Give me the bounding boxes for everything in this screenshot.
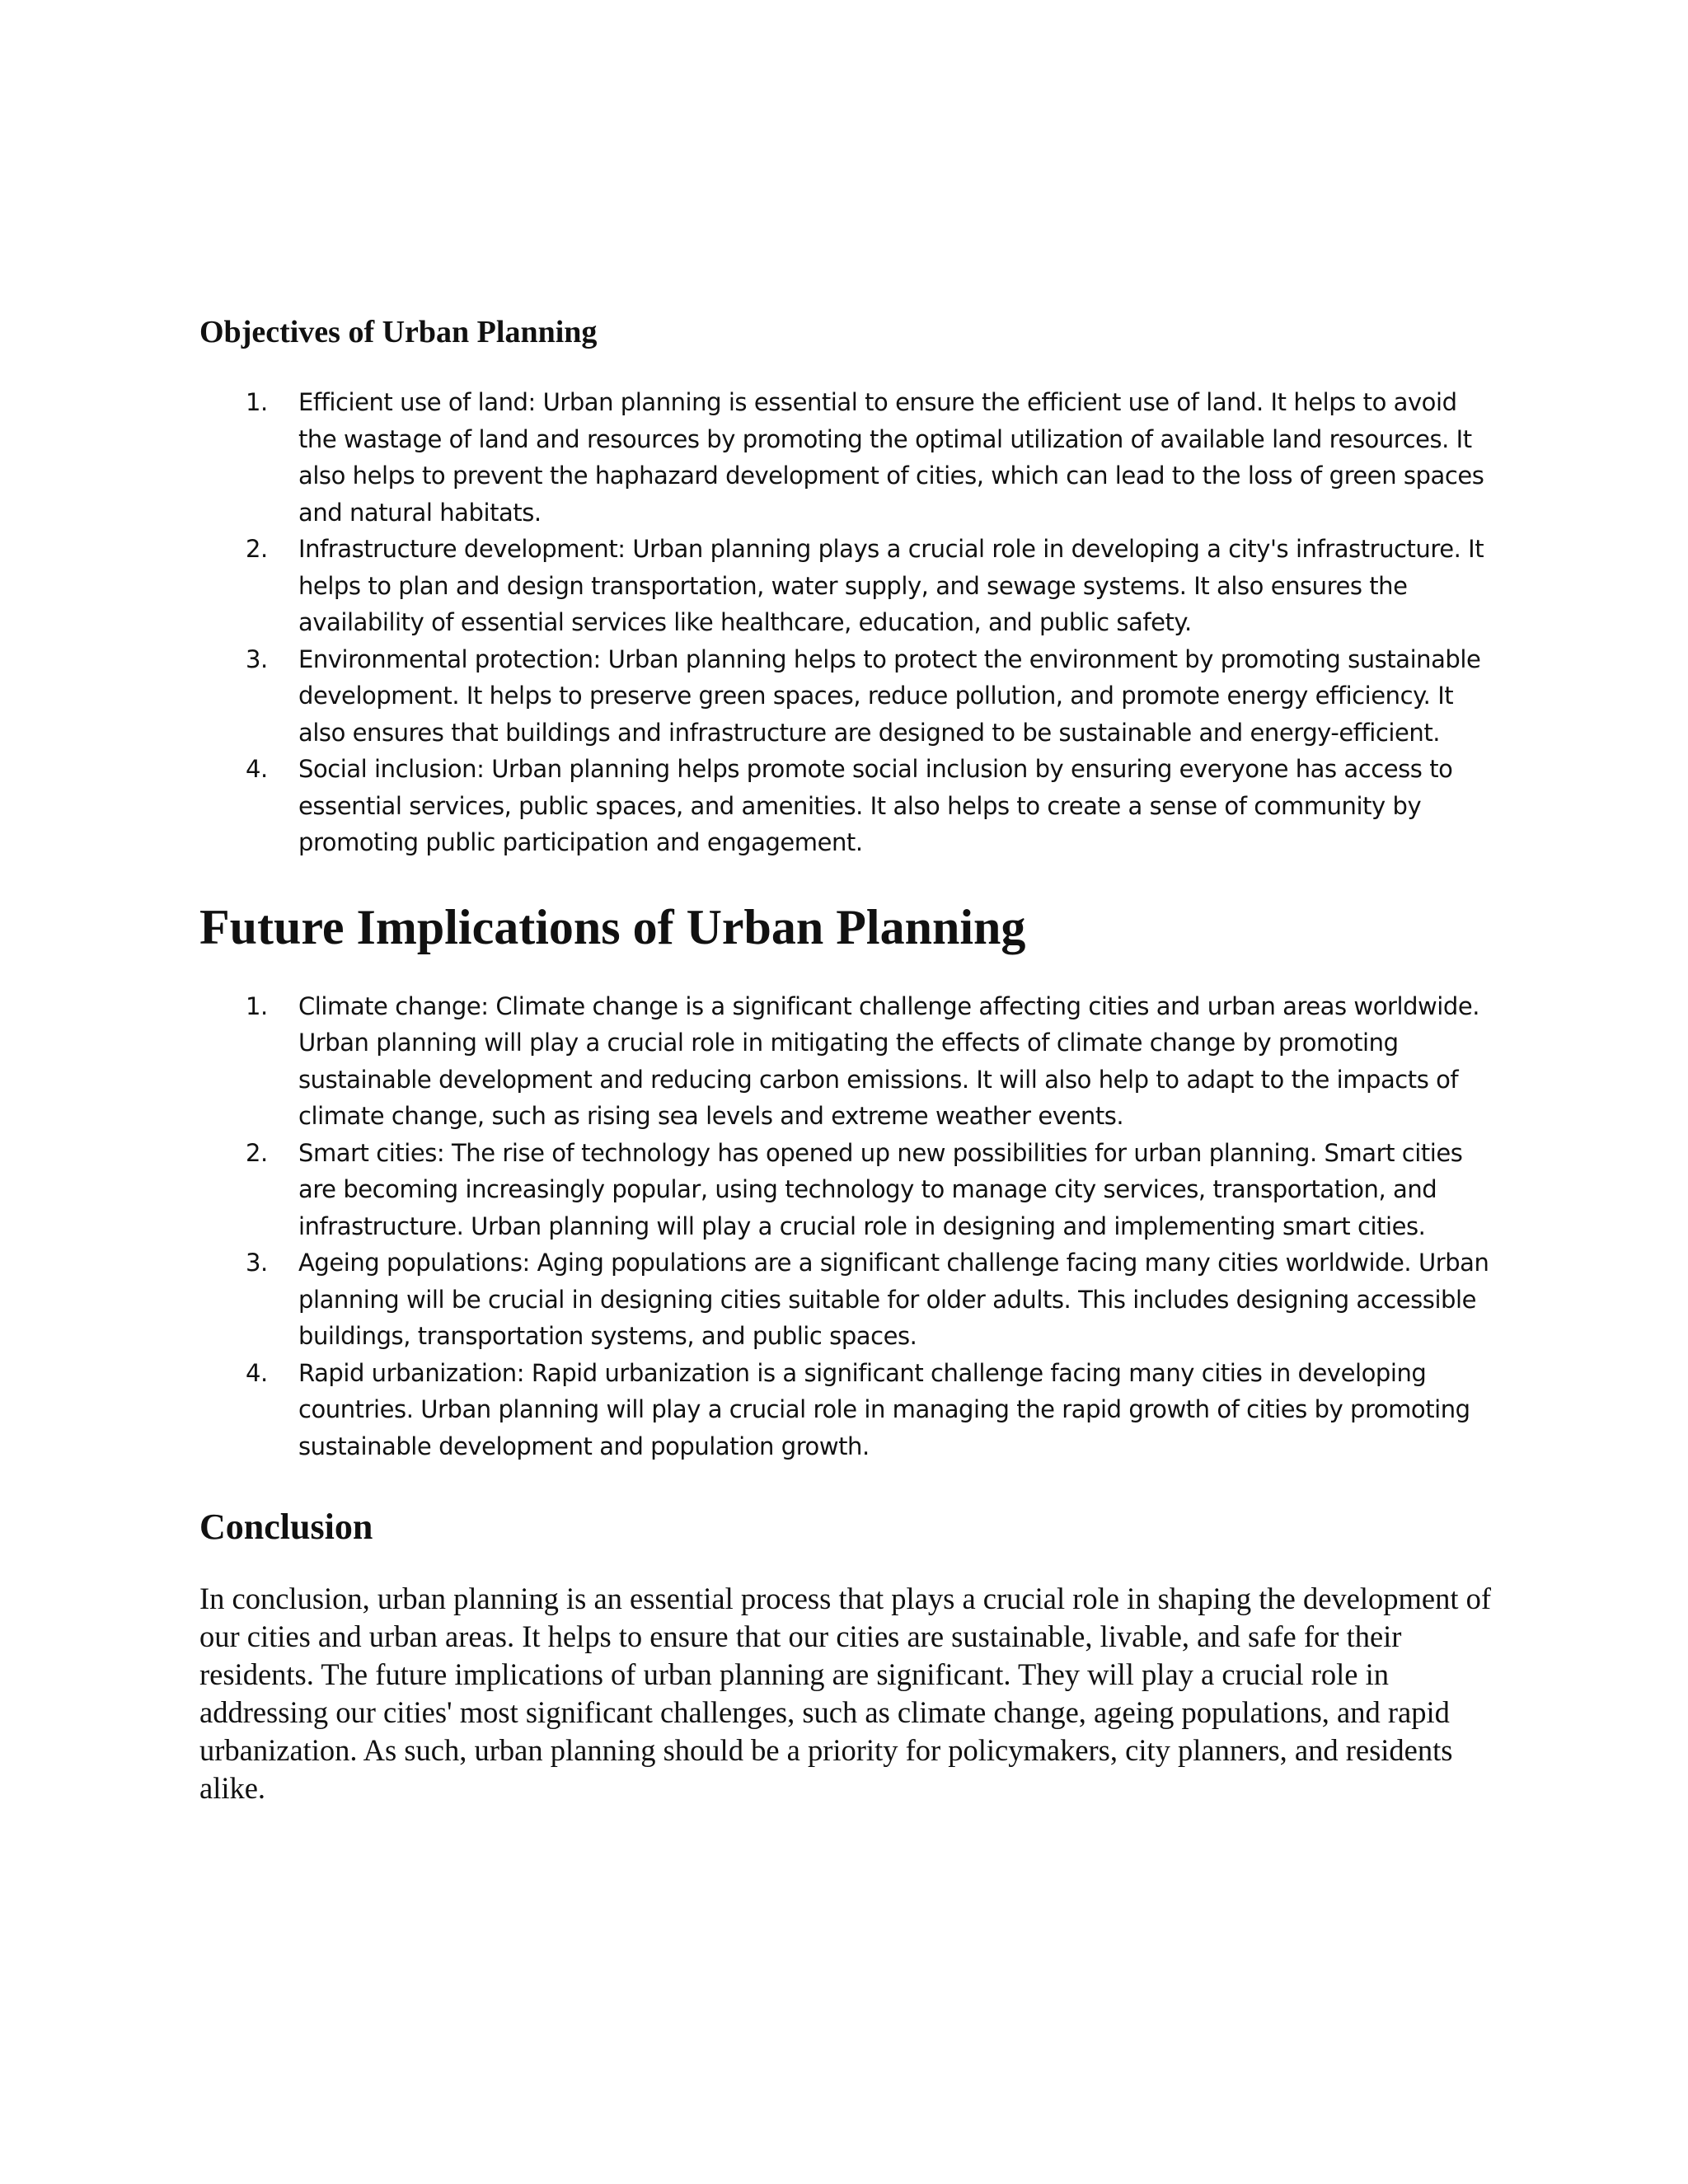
future-implications-heading: Future Implications of Urban Planning [199, 899, 1026, 954]
conclusion-heading: Conclusion [199, 1507, 373, 1547]
objectives-heading: Objectives of Urban Planning [199, 315, 598, 349]
document-body [199, 312, 1493, 1807]
list-item-number: 4. [246, 1358, 268, 1387]
list-item [199, 384, 1493, 531]
conclusion-paragraph: In conclusion, urban planning is an essential process that plays a crucial role in shaping the development of our cities and urban areas. It helps to ensure that our cities are sustainable, livable, and safe for their residents. The future implications of urban planning are significant. They will play a crucial role in addressing our cities' most significant challenges, such as climate change, ageing populations, and rapid urbanization. As such, urban planning should be a priority for policymakers, city planners, and residents alike. [199, 1582, 1492, 1805]
list-item [199, 1355, 1493, 1465]
list-item [199, 988, 1493, 1135]
list-item-number: 4. [246, 755, 268, 783]
future-implications-list [199, 988, 1493, 1465]
list-item-text: Infrastructure development: Urban planning plays a crucial role in developing a city's infrastructure. It helps to plan and design transportation, water supply, and sewage systems. It also ensures the availability of essential services like healthcare, education, and public safety. [298, 535, 1484, 636]
list-item-text: Environmental protection: Urban planning helps to protect the environment by promoting sustainable development. It helps to preserve green spaces, reduce pollution, and promote energy efficiency. It also ensures that buildings and infrastructure are designed to be sustainable and energy-efficient. [298, 644, 1481, 747]
objectives-list [199, 384, 1493, 861]
list-item-number: 3. [246, 644, 268, 673]
list-item-text: Social inclusion: Urban planning helps promote social inclusion by ensuring everyone has access to essential services, public spaces, and amenities. It also helps to create a sense of community by promoting public participation and engagement. [298, 755, 1453, 856]
list-item-text: Smart cities: The rise of technology has opened up new possibilities for urban planning. Smart cities are becoming increasingly popular, using technology to manage city services, transportation, and infrastructure. Urban planning will play a crucial role in designing and implementing smart cities. [298, 1138, 1463, 1240]
list-item [199, 751, 1493, 861]
list-item-text: Efficient use of land: Urban planning is essential to ensure the efficient use of land. It helps to avoid the wastage of land and resources by promoting the optimal utilization of available land resources. It also helps to prevent the haphazard development of cities, which can lead to the loss of green spaces and natural habitats. [298, 388, 1484, 527]
list-item [199, 1135, 1493, 1245]
list-item-text: Rapid urbanization: Rapid urbanization is a significant challenge facing many cities in developing countries. Urban planning will play a crucial role in managing the rapid growth of cities by promoting sustainable development and population growth. [298, 1358, 1470, 1460]
list-item-number: 2. [246, 535, 268, 563]
list-item-number: 1. [246, 991, 268, 1020]
list-item-number: 3. [246, 1249, 268, 1277]
list-item-text: Climate change: Climate change is a significant challenge affecting cities and urban areas worldwide. Urban planning will play a crucial role in mitigating the effects of climate change by promoting sustainable development and reducing carbon emissions. It will also help to adapt to the impacts of climate change, such as rising sea levels and extreme weather events. [298, 991, 1480, 1130]
list-item [199, 531, 1493, 641]
list-item-text: Ageing populations: Aging populations are a significant challenge facing many cities worldwide. Urban planning will be crucial in designing cities suitable for older adults. This includes designing accessible buildings, transportation systems, and public spaces. [298, 1249, 1489, 1350]
list-item [199, 1244, 1493, 1355]
list-item-number: 2. [246, 1138, 268, 1167]
list-item-number: 1. [246, 388, 268, 416]
list-item [199, 641, 1493, 752]
